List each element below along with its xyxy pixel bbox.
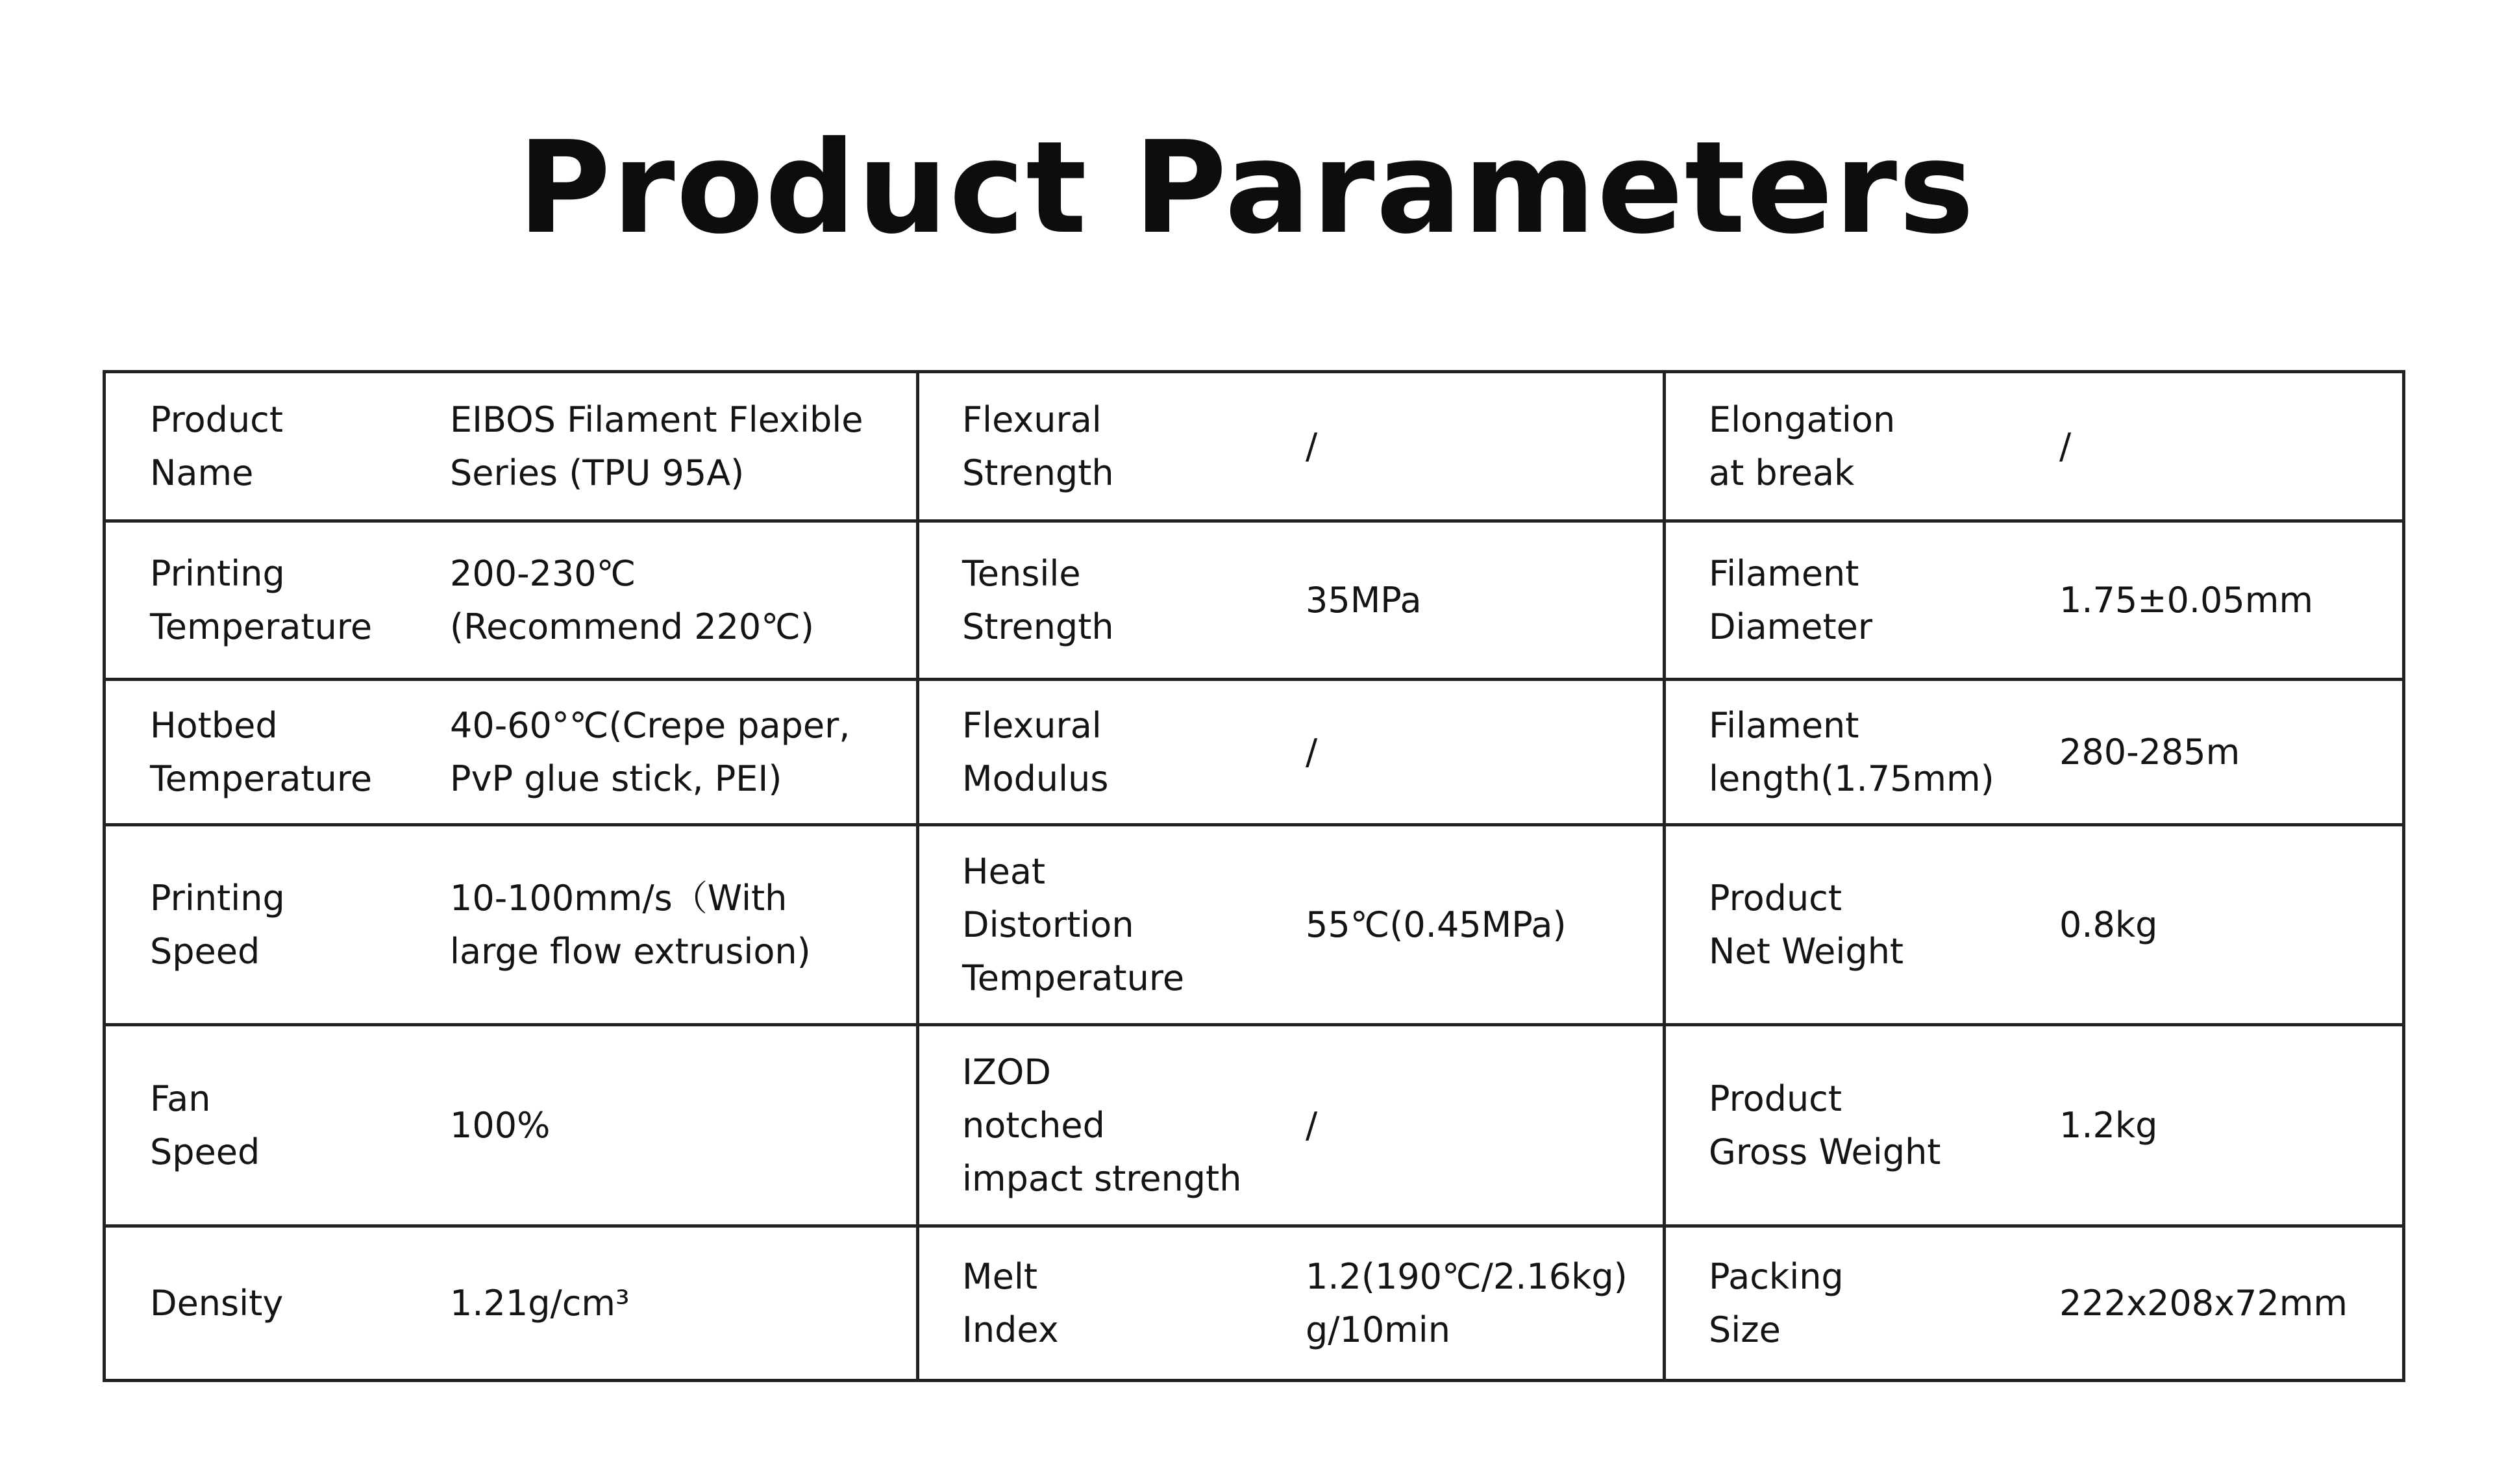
param-label-flexural-strength: Flexural Strength [962,399,1114,493]
param-cell [1665,680,2404,825]
param-value-heat-distortion: 55℃(0.45MPa) [1306,904,1567,945]
param-label-heat-distortion: Heat Distortion Temperature [962,850,1185,998]
param-value-gross-weight: 1.2kg [2059,1104,2158,1146]
param-label-elongation: Elongation at break [1709,399,1896,493]
param-value-packing-size: 222x208x72mm [2059,1282,2348,1324]
param-value-fan-speed: 100% [450,1104,551,1146]
param-value-tensile-strength: 35MPa [1306,579,1422,621]
table-row [105,680,2404,825]
param-cell [1665,825,2404,1025]
param-label-tensile-strength: Tensile Strength [962,552,1114,647]
table-row [105,1025,2404,1226]
param-cell [1665,372,2404,521]
param-label-fan-speed: Fan Speed [150,1078,260,1172]
param-cell [918,680,1665,825]
param-cell [918,372,1665,521]
param-value-elongation: / [2059,425,2072,467]
table-row [105,825,2404,1025]
param-cell [105,372,918,521]
param-label-hotbed-temperature: Hotbed Temperature [150,704,373,799]
param-cell [918,1226,1665,1381]
param-value-flexural-strength: / [1306,425,1318,467]
param-value-density: 1.21g/cm³ [450,1282,630,1324]
param-label-printing-temperature: Printing Temperature [150,552,373,647]
param-value-product-name: EIBOS Filament Flexible Series (TPU 95A) [450,399,863,493]
param-label-net-weight: Product Net Weight [1709,877,1904,972]
param-cell [105,1025,918,1226]
param-label-printing-speed: Printing Speed [150,877,285,972]
param-cell [105,680,918,825]
param-label-product-name: Product Name [150,399,284,493]
page-title: Product Parameters [517,114,1976,262]
param-cell [918,825,1665,1025]
param-label-melt-index: Melt Index [962,1255,1059,1350]
param-value-filament-diameter: 1.75±0.05mm [2059,579,2313,621]
param-value-flexural-modulus: / [1306,731,1318,773]
param-label-gross-weight: Product Gross Weight [1709,1078,1941,1172]
param-label-izod-impact: IZOD notched impact strength [962,1051,1242,1199]
param-label-filament-length: Filament length(1.75mm) [1709,704,1994,799]
param-label-filament-diameter: Filament Diameter [1709,552,1873,647]
param-value-net-weight: 0.8kg [2059,904,2158,945]
table-row [105,521,2404,680]
param-value-hotbed-temperature: 40-60°℃(Crepe paper, PvP glue stick, PEI) [450,704,850,799]
param-value-printing-temperature: 200-230℃ (Recommend 220℃) [450,552,814,647]
param-value-printing-speed: 10-100mm/s（With large flow extrusion) [450,877,811,972]
param-value-filament-length: 280-285m [2059,731,2240,773]
param-label-packing-size: Packing Size [1709,1255,1844,1350]
param-label-density: Density [150,1282,284,1324]
param-cell [105,825,918,1025]
table-row [105,1226,2404,1381]
param-cell [1665,1226,2404,1381]
param-label-flexural-modulus: Flexural Modulus [962,704,1109,799]
param-cell [918,1025,1665,1226]
param-cell [105,1226,918,1381]
table-row [105,372,2404,521]
param-cell [1665,521,2404,680]
param-cell [105,521,918,680]
param-value-melt-index: 1.2(190℃/2.16kg) g/10min [1306,1255,1628,1350]
product-parameters-table [103,370,2405,1382]
param-cell [1665,1025,2404,1226]
param-cell [918,521,1665,680]
param-value-izod-impact: / [1306,1104,1318,1146]
